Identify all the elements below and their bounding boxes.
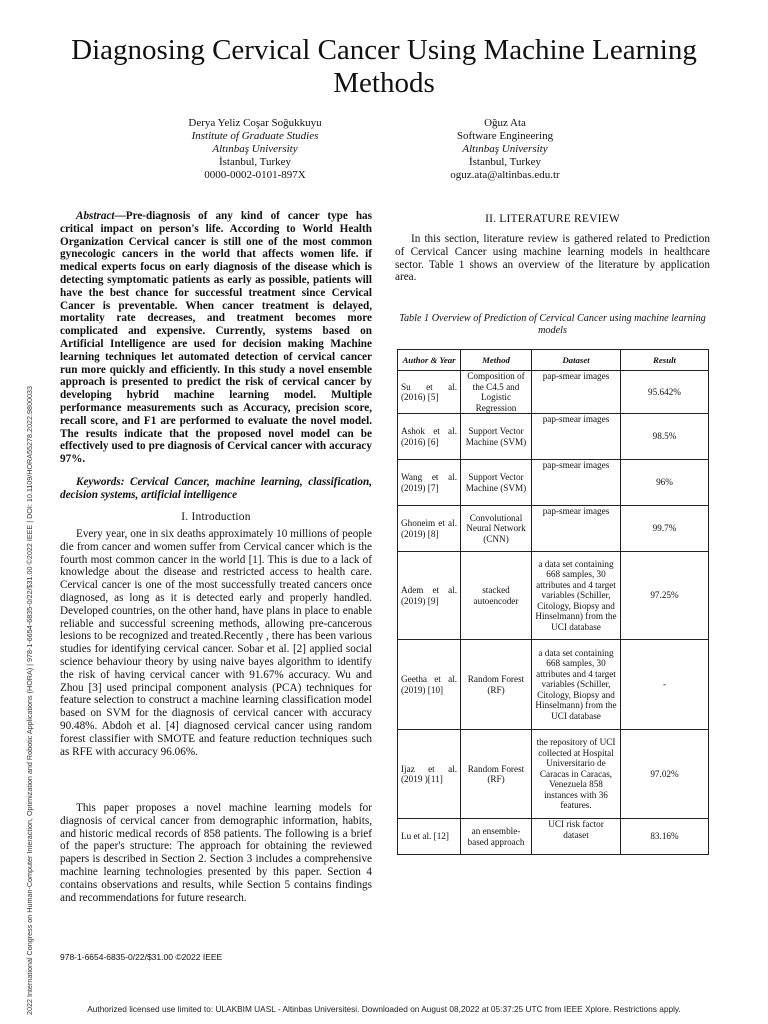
author-block-1 <box>140 117 370 182</box>
cell-method: Composition of the C4.5 and Logistic Regression <box>461 371 532 414</box>
table-row <box>398 819 709 855</box>
abstract-text: —Pre-diagnosis of any kind of cancer type has critical impact on person's life. According to World Health Organization Cervical cancer is still one of the most common gynecologic cancers in the world that affects women life. if medical experts focus on early diagnosis of the disease which is detecting symptomatic patients as early as possible, patients will have the best chance for successful treatment since Cervical Cancer is preventable. When cancer treatment is delayed, mortality rate decreases, and treatment becomes more complicated and expensive. Currently, systems based on Artificial Intelligence are used for decision making Machine learning techniques let automated detection of cervical cancer run more quickly and efficiently. In this study a novel ensemble approach is presented to predict the risk of cervical cancer by developing hybrid machine learning model. Multiple performance measurements such as Accuracy, precision score, recall score, and F1 are performed to evaluate the novel model. The results indicate that the proposed novel model can be effectively used to pre diagnosis of Cervical cancer with accuracy 97%. <box>60 210 372 466</box>
table-row <box>398 552 709 640</box>
column-header-author: Author & Year <box>398 350 461 371</box>
cell-result: - <box>621 640 709 730</box>
cell-author: Adem et al. (2019) [9] <box>398 552 461 640</box>
author-university: Altınbaş University <box>212 143 298 155</box>
section-heading-literature-review: II. LITERATURE REVIEW <box>485 213 620 225</box>
paper-title: Diagnosing Cervical Cancer Using Machine Learning Methods <box>71 34 697 99</box>
cell-dataset: pap-smear images <box>532 506 621 552</box>
column-header-method: Method <box>461 350 532 371</box>
cell-method: stacked autoencoder <box>461 552 532 640</box>
table-row <box>398 506 709 552</box>
cell-dataset: UCI risk factor dataset <box>532 819 621 855</box>
cell-author: Ghoneim et al. (2019) [8] <box>398 506 461 552</box>
abstract-lead: Abstract <box>76 210 115 222</box>
author-city: İstanbul, Turkey <box>218 156 292 168</box>
table-caption: Table 1 Overview of Prediction of Cervical Cancer using machine learning models <box>399 313 706 336</box>
section-heading-introduction: I. Introduction <box>181 511 251 523</box>
cell-method: Support Vector Machine (SVM) <box>461 414 532 460</box>
author-university: Altınbaş University <box>462 143 548 155</box>
cell-author: Lu et al. [12] <box>398 819 461 855</box>
table-row <box>398 640 709 730</box>
intro-paragraph-1: Every year, one in six deaths approximately 10 millions of people die from cancer and women suffer from Cervical cancer which is the fourth most common cancer in the world [1]. This is due to a lack of knowledge about the disease and restricted access to health care. Cervical cancer is one of the most successfully treated cancers once diagnosed, as long as it is detected early and properly handled. Developed countries, on the other hand, have plans in place to enable reliable and successful screening methods, allowing pre-cancerous lesions to be recognized and treated.Recently , there has been various studies for identifying cervical cancer. Sobar et al. [2] applied social science behaviour theory by using naive bayes algorithm to identify the risk of having cervical cancer with 91.67% accuracy. Wu and Zhou [3] used principal component analysis (PCA) techniques for feature selection to construct a machine learning classification model based on SVM for the diagnosis of cervical cancer with accuracy 90.48%. Abdoh et al. [4] diagnosed cervical cancer using random forest classifier with SMOTE and feature reduction techniques such as RFE with accuracy 96.06%. <box>60 528 372 758</box>
author-block-2 <box>405 117 605 182</box>
cell-method: Random Forest (RF) <box>461 730 532 819</box>
table-row <box>398 730 709 819</box>
cell-dataset: a data set containing 668 samples, 30 attributes and 4 target variables (Schiller, Citology, Biopsy and Hinselmann) from the UCI database <box>532 552 621 640</box>
cell-method: an ensemble-based approach <box>461 819 532 855</box>
cell-author: Ashok et al. (2016) [6] <box>398 414 461 460</box>
keywords: Keywords: Cervical Cancer, machine learning, classification, decision systems, artificial intelligence <box>60 476 372 501</box>
cell-author: Ijaz et al. (2019 )[11] <box>398 730 461 819</box>
table-row <box>398 414 709 460</box>
author-name: Oğuz Ata <box>484 117 526 129</box>
intro-paragraph-2: This paper proposes a novel machine learning models for diagnosis of cervical cancer from demographic information, habits, and historic medical records of 858 patients. The following is a brief of the paper's structure: The approach for obtaining the reviewed papers is described in Section 2. Section 3 includes a comprehensive machine learning technologies presented by this paper. Section 4 contains observations and results, while Section 5 contains findings and recommendations for future research. <box>60 802 372 904</box>
column-header-dataset: Dataset <box>532 350 621 371</box>
cell-result: 99.7% <box>621 506 709 552</box>
cell-dataset: pap-smear images <box>532 414 621 460</box>
footer-license: Authorized licensed use limited to: ULAKBIM UASL - Altinbas Universitesi. Downloaded on August 08,2022 at 05:37:25 UTC from IEEE Xplore. Restrictions apply. <box>87 1004 681 1014</box>
footer-isbn: 978-1-6654-6835-0/22/$31.00 ©2022 IEEE <box>60 952 223 962</box>
cell-result: 83.16% <box>621 819 709 855</box>
table-header-row <box>398 350 709 371</box>
literature-table <box>397 349 709 855</box>
abstract <box>60 210 372 466</box>
cell-method: Convolutional Neural Network (CNN) <box>461 506 532 552</box>
cell-result: 97.02% <box>621 730 709 819</box>
cell-method: Random Forest (RF) <box>461 640 532 730</box>
table-row <box>398 371 709 414</box>
author-affiliation: Institute of Graduate Studies <box>191 130 319 142</box>
cell-dataset: pap-smear images <box>532 460 621 506</box>
cell-method: Support Vector Machine (SVM) <box>461 460 532 506</box>
cell-result: 96% <box>621 460 709 506</box>
column-header-result: Result <box>621 350 709 371</box>
cell-author: Su et al. (2016) [5] <box>398 371 461 414</box>
literature-paragraph: In this section, literature review is gathered related to Prediction of Cervical Cancer using machine learning models in healthcare sector. Table 1 shows an overview of the literature by application area. <box>395 233 710 284</box>
cell-result: 97.25% <box>621 552 709 640</box>
cell-result: 95.642% <box>621 371 709 414</box>
cell-dataset: the repository of UCI collected at Hospital Universitario de Caracas in Caracas, Venezuela 858 instances with 36 features. <box>532 730 621 819</box>
table-row <box>398 460 709 506</box>
side-identifier: 2022 International Congress on Human-Computer Interaction, Optimization and Robotic Applications (HORA) | 978-1-6654-6835-0/22/$31.00 ©2022 IEEE | DOI: 10.1109/HORA55278.2022.9800033 <box>25 386 34 1015</box>
cell-dataset: pap-smear images <box>532 371 621 414</box>
author-city: İstanbul, Turkey <box>468 156 542 168</box>
cell-dataset: a data set containing 668 samples, 30 attributes and 4 target variables (Schiller, Citology, Biopsy and Hinselmann) from the UCI database <box>532 640 621 730</box>
author-email[interactable]: oguz.ata@altinbas.edu.tr <box>450 169 560 181</box>
author-name: Derya Yeliz Coşar Soğukkuyu <box>188 117 322 129</box>
cell-result: 98.5% <box>621 414 709 460</box>
author-orcid: 0000-0002-0101-897X <box>204 169 306 181</box>
cell-author: Wang et al. (2019) [7] <box>398 460 461 506</box>
cell-author: Geetha et al. (2019) [10] <box>398 640 461 730</box>
author-affiliation: Software Engineering <box>456 130 554 142</box>
